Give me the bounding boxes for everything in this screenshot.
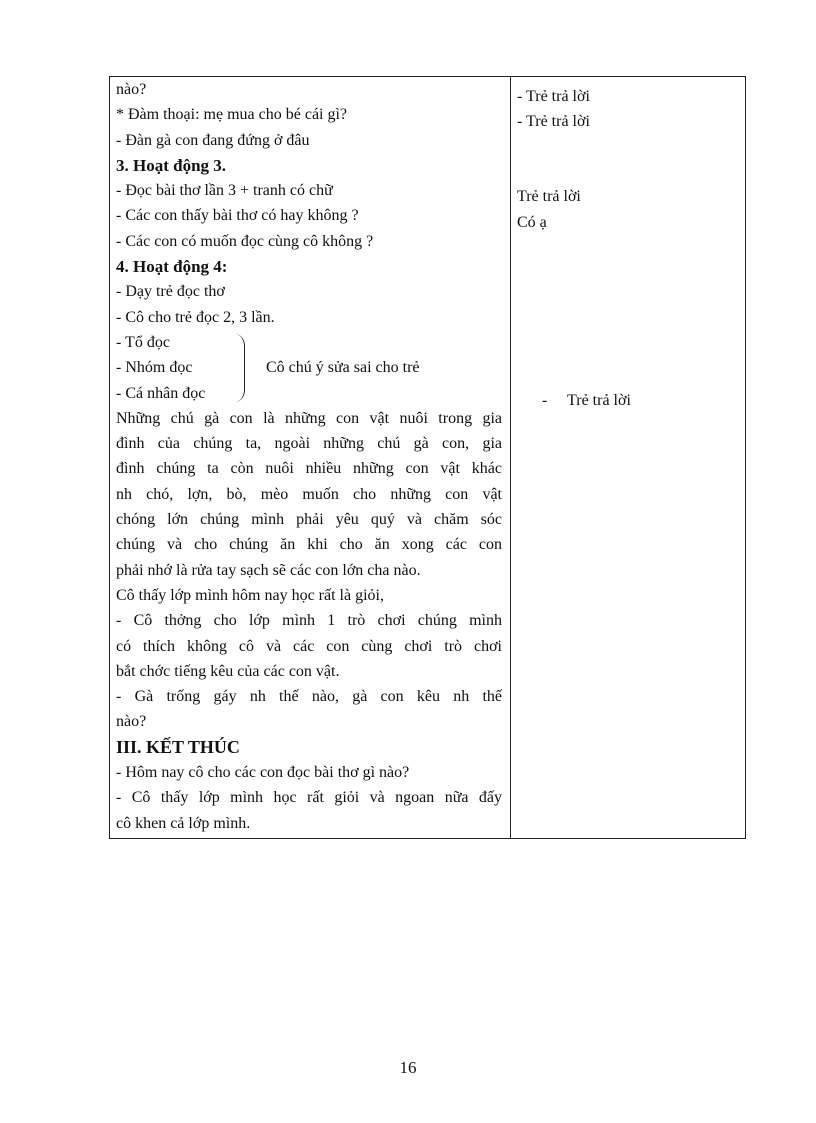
text-line: - Các con thấy bài thơ có hay không ? (116, 207, 359, 225)
paragraph-line: bắt chớc tiếng kêu của các con vật. (116, 662, 340, 680)
section-heading-4: 4. Hoạt động 4: (116, 257, 228, 277)
text-line: * Đàm thoại: mẹ mua cho bé cái gì? (116, 106, 348, 124)
paragraph-line: nh chó, lợn, bò, mèo muốn cho những con vật (116, 485, 502, 503)
reading-group (116, 330, 502, 406)
section-heading-3: 3. Hoạt động 3. (116, 155, 227, 175)
group-item: - Tổ đọc (116, 333, 170, 351)
paragraph-line: phải nhớ là rửa tay sạch sẽ các con lớn cha nào. (116, 561, 421, 579)
paragraph-line: - Cô thởng cho lớp mình 1 trò chơi chúng mình (116, 612, 502, 630)
paragraph-line: có thích không cô và các con cùng chơi trò chơi (116, 637, 502, 655)
paragraph-line: nào? (116, 713, 147, 731)
paragraph-line: chóng lớn chúng mình phải yêu quý và chăm sóc (116, 511, 502, 529)
response-text: - Trẻ trả lời (517, 88, 590, 105)
activities-column (116, 77, 502, 836)
page-number: 16 (399, 1058, 417, 1077)
text-line: - Cô thấy lớp mình học rất giỏi và ngoan nữa đấy (116, 789, 502, 807)
column-divider (510, 77, 511, 838)
paragraph-line: Những chú gà con là những con vật nuôi trong gia (116, 409, 502, 427)
text-line: - Đàn gà con đang đứng ở đâu (116, 131, 310, 149)
response-text: Trẻ trả lời (517, 188, 581, 205)
paragraph-line: - Gà trống gáy nh thế nào, gà con kêu nh thế (116, 688, 502, 706)
text-line: - Các con có muốn đọc cùng cô không ? (116, 232, 374, 250)
group-item: - Nhóm đọc (116, 359, 193, 377)
paragraph-line: chúng và cho chúng ăn khi cho ăn xong các con (116, 536, 502, 554)
paragraph-line: đình của chúng ta, ngoài những chú gà con, gia (116, 435, 502, 453)
group-note: Cô chú ý sửa sai cho trẻ (266, 358, 420, 376)
response-text: Có ạ (517, 214, 547, 231)
text-line: - Dạy trẻ đọc thơ (116, 283, 225, 301)
response-text: - Trẻ trả lời (517, 113, 590, 130)
lesson-table (109, 76, 746, 839)
paragraph-line: đình chúng ta còn nuôi nhiều những con vật khác (116, 460, 502, 478)
ending-heading: III. KẾT THÚC (116, 736, 240, 757)
text-line: - Cô cho trẻ đọc 2, 3 lần. (116, 308, 275, 326)
curly-brace (234, 334, 245, 402)
text-line: - Hôm nay cô cho các con đọc bài thơ gì nào? (116, 764, 410, 782)
response-text: - Trẻ trả lời (542, 392, 631, 409)
group-item: - Cá nhân đọc (116, 384, 206, 402)
text-line: - Đọc bài thơ lần 3 + tranh có chữ (116, 182, 333, 200)
text-line: cô khen cả lớp mình. (116, 814, 251, 832)
paragraph-line: Cô thấy lớp mình hôm nay học rất là giỏi, (116, 586, 384, 604)
text-line: nào? (116, 81, 147, 98)
